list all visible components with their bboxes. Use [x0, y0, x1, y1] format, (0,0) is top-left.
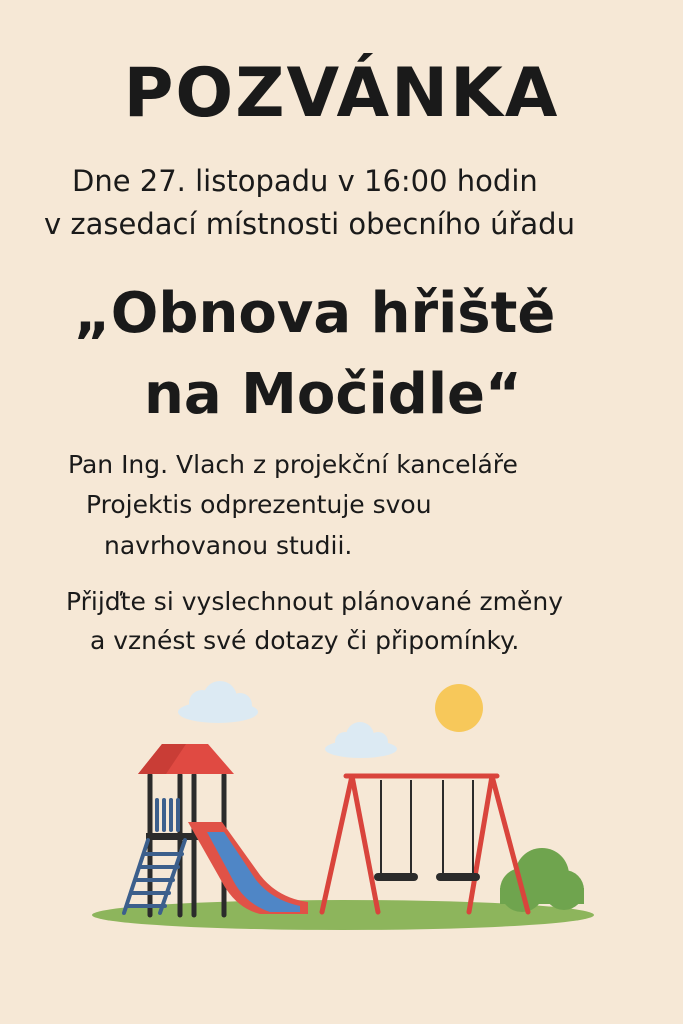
- playground-illustration: [0, 670, 683, 940]
- event-title-line-2: na Močidle“: [144, 362, 522, 427]
- date-line-2: v zasedací místnosti obecního úřadu: [44, 207, 575, 241]
- slide-icon: [188, 822, 308, 914]
- cloud-icon: [325, 722, 397, 758]
- sun-icon: [435, 684, 483, 732]
- cloud-icon: [178, 681, 258, 723]
- poster-title: POZVÁNKA: [123, 54, 560, 133]
- presentation-line-1: Pan Ing. Vlach z projekční kanceláře: [68, 450, 518, 479]
- invite-line-2: a vznést své dotazy či připomínky.: [90, 626, 520, 655]
- event-title-line-1: „Obnova hřiště: [74, 281, 556, 346]
- presentation-line-3: navrhovanou studii.: [104, 531, 353, 560]
- swing-set-icon: [322, 776, 528, 912]
- presentation-line-2: Projektis odprezentuje svou: [86, 490, 432, 519]
- date-line-1: Dne 27. listopadu v 16:00 hodin: [72, 164, 538, 198]
- invite-line-1: Přijďte si vyslechnout plánované změny: [66, 587, 564, 616]
